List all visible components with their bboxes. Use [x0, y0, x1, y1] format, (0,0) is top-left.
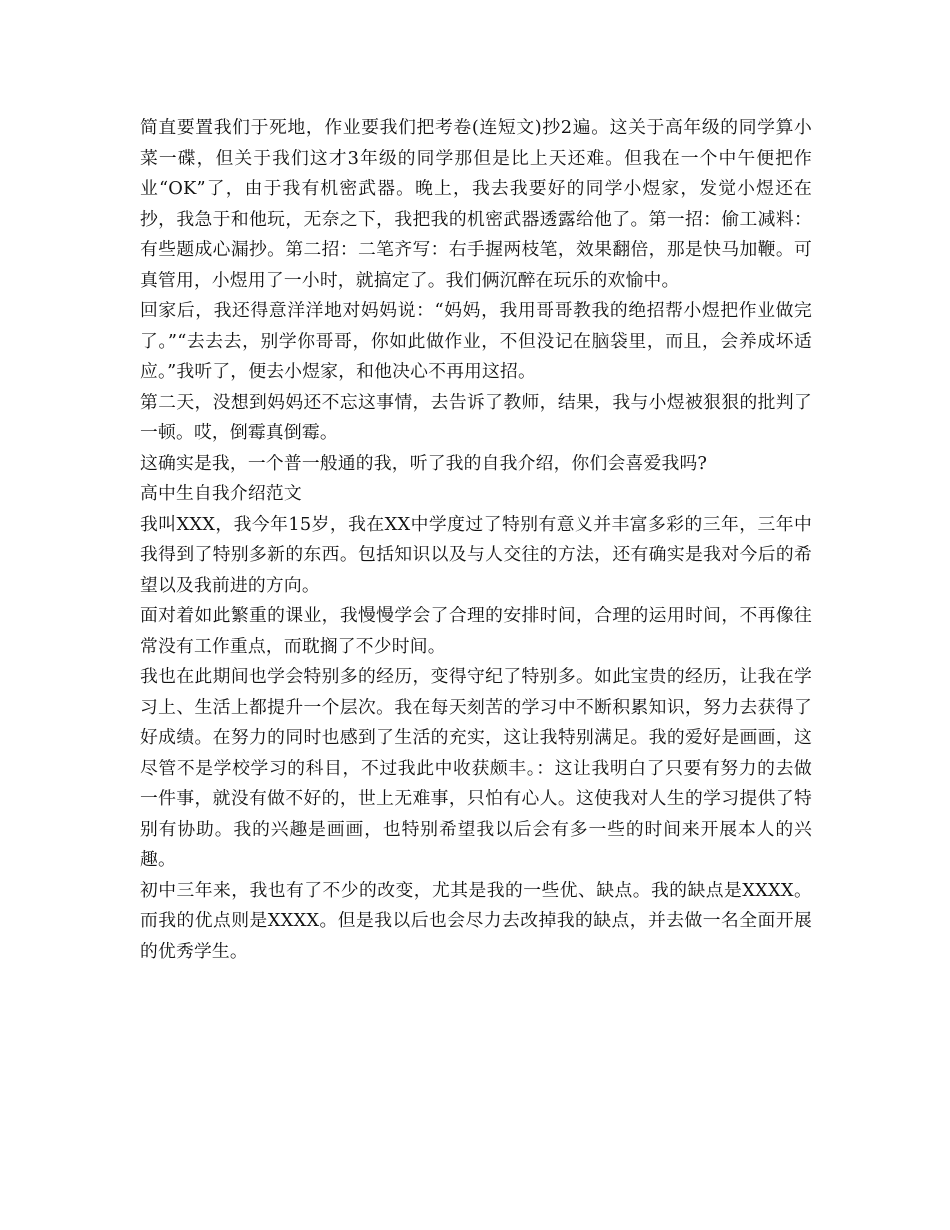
paragraph-mom-dialogue: 回家后，我还得意洋洋地对妈妈说：“妈妈，我用哥哥教我的绝招帮小煜把作业做完了。”“去去去，别学你哥哥，你如此做作业，不但没记在脑袋里，而且，会养成坏适应。”我听了，便去小煜家，和他决心不再用这招。	[140, 300, 812, 382]
paragraph-closing-question: 这确实是我，一个普一般通的我，听了我的自我介绍，你们会喜爱我吗?	[140, 452, 708, 474]
paragraph-intro: 我叫XXX，我今年15岁，我在XX中学度过了特别有意义并丰富多彩的三年，三年中我得到了特别多新的东西。包括知识以及与人交往的方法，还有确实是我对今后的希望以及我前进的方向。	[140, 513, 812, 596]
paragraph-time-management: 面对着如此繁重的课业，我慢慢学会了合理的安排时间，合理的运用时间，不再像往常没有工作重点，而耽搁了不少时间。	[140, 605, 812, 657]
paragraph-next-day: 第二天，没想到妈妈还不忘这事情，去告诉了教师，结果，我与小煜被狠狠的批判了一顿。哎，倒霉真倒霉。	[140, 391, 812, 443]
paragraph-experience: 我也在此期间也学会特别多的经历，变得守纪了特别多。如此宝贵的经历，让我在学习上、生活上都提升一个层次。我在每天刻苦的学习中不断积累知识，努力去获得了好成绩。在努力的同时也感到了生活的充实，这让我特别满足。我的爱好是画画，这尽管不是学校学习的科目，不过我此中收获颇丰。：这让我明白了只要有努力的去做一件事，就没有做不好的，世上无难事，只怕有心人。这使我对人生的学习提供了特别有协助。我的兴趣是画画，也特别希望我以后会有多一些的时间来开展本人的兴趣。	[140, 666, 812, 870]
document-body	[140, 113, 812, 967]
paragraph-strengths-weaknesses: 初中三年来，我也有了不少的改变，尤其是我的一些优、缺点。我的缺点是XXXX。而我的优点则是XXXX。但是我以后也会尽力去改掉我的缺点，并去做一名全面开展的优秀学生。	[140, 879, 812, 962]
section-title: 高中生自我介绍范文	[140, 483, 302, 504]
paragraph-homework-story: 简直要置我们于死地，作业要我们把考卷(连短文)抄2遍。这关于高年级的同学算小菜一碟，但关于我们这才3年级的同学那但是比上天还难。但我在一个中午便把作业“OK”了，由于我有机密武器。晚上，我去我要好的同学小煜家，发觉小煜还在抄，我急于和他玩，无奈之下，我把我的机密武器透露给他了。第一招：偷工减料：有些题成心漏抄。第二招：二笔齐写：右手握两枝笔，效果翻倍，那是快马加鞭。可真管用，小煜用了一小时，就搞定了。我们俩沉醉在玩乐的欢愉中。	[140, 117, 812, 291]
